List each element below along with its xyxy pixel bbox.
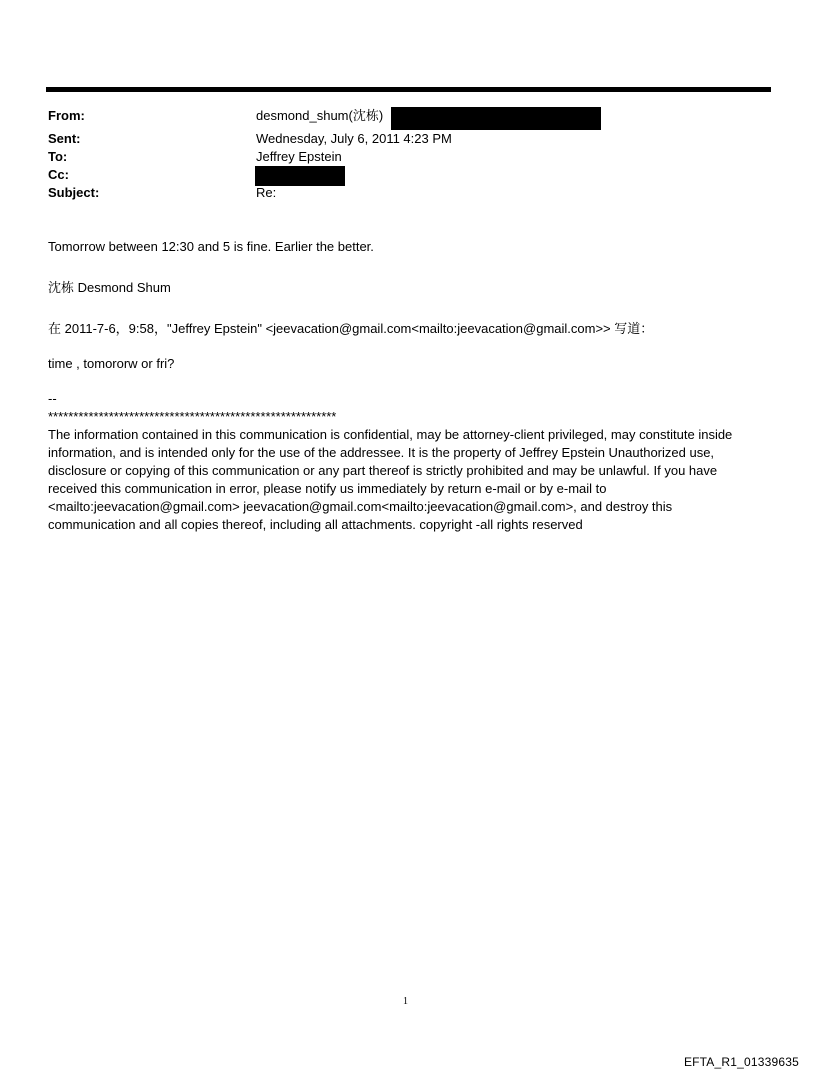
- sent-label: Sent:: [48, 131, 81, 146]
- header-divider-rule: [46, 87, 771, 92]
- body-message-line: Tomorrow between 12:30 and 5 is fine. Earlier the better.: [48, 239, 374, 254]
- separator-stars: *********************************************************: [48, 409, 337, 424]
- body-signature: 沈栋 Desmond Shum: [48, 280, 171, 295]
- from-label: From:: [48, 108, 85, 123]
- to-value: Jeffrey Epstein: [256, 149, 342, 164]
- separator-dashes: --: [48, 391, 57, 406]
- from-value: desmond_shum(沈栋): [256, 108, 384, 123]
- sent-row: [48, 130, 768, 148]
- subject-label: Subject:: [48, 185, 100, 200]
- page-number: 1: [403, 996, 408, 1007]
- quote-header: 在 2011-7-6，9:58，"Jeffrey Epstein" <jeevacation@gmail.com<mailto:jeevacation@gmail.com>> 写道：: [48, 321, 654, 336]
- confidentiality-disclaimer: The information contained in this communication is confidential, may be attorney-client privileged, may constitute inside information, and is intended only for the use of the addressee. It is the property of Jeffrey Epstein Unauthorized use, disclosure or copying of this communication or any part thereof is strictly prohibited and may be unlawful. If you have received this communication in error, please notify us immediately by return e-mail or by e-mail to <mailto:jeevacation@gmail.com> jeevacation@gmail.com<mailto:jeevacation@gmail.com>, and destroy this communication and all copies thereof, including all attachments. copyright -all rights reserved: [48, 427, 733, 532]
- sent-value: Wednesday, July 6, 2011 4:23 PM: [256, 131, 452, 146]
- cc-redaction: [255, 166, 345, 186]
- from-email-redaction: [391, 107, 601, 130]
- cc-label: Cc:: [48, 167, 69, 182]
- document-id: EFTA_R1_01339635: [683, 1055, 799, 1069]
- subject-row: [48, 184, 768, 202]
- subject-value: Re:: [256, 185, 277, 200]
- cc-row: [48, 166, 768, 184]
- to-label: To:: [48, 149, 68, 164]
- to-row: [48, 148, 768, 166]
- quoted-text: time , tomororw or fri?: [48, 356, 175, 371]
